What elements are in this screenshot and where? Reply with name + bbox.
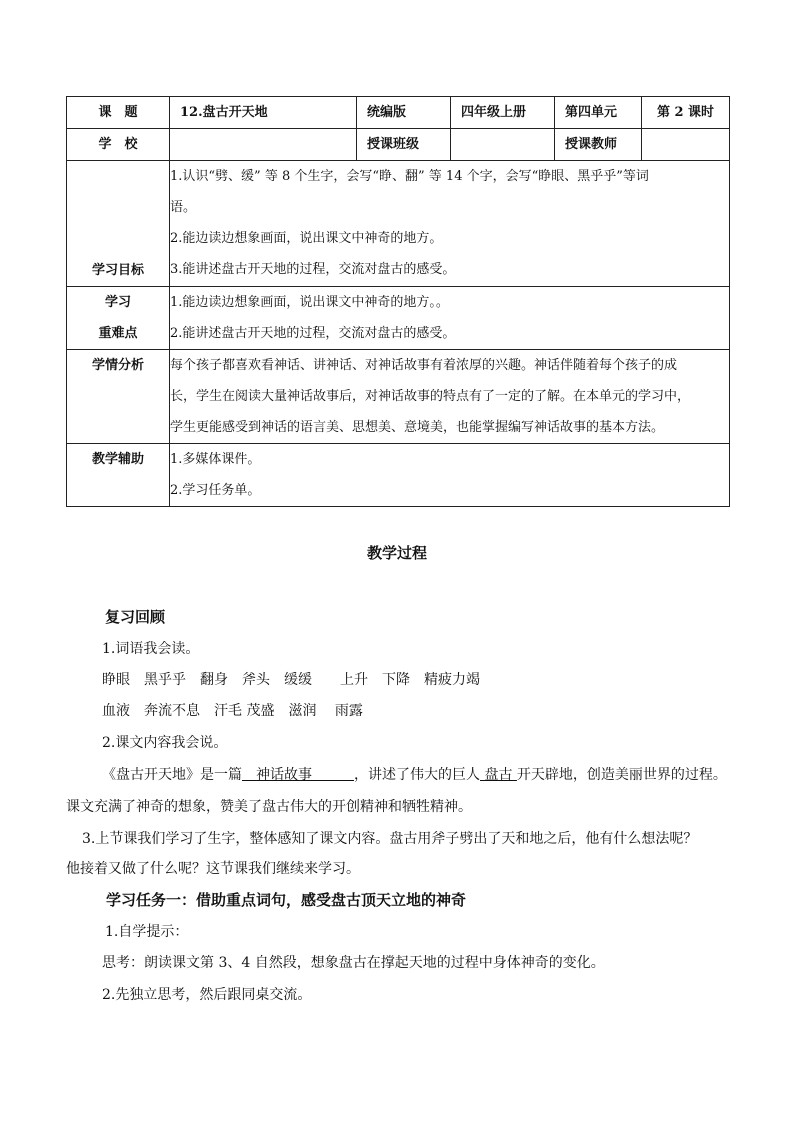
process-body [66, 0, 736, 1123]
review-heading: 复习回顾 [105, 608, 166, 626]
key-item: 1.能边读边想象画面，说出课文中神奇的地方。。 [170, 295, 449, 310]
word-list-line: 睁眼 黑乎乎 翻身 斧头 缓缓 上升 下降 精疲力竭 [102, 672, 480, 688]
word-list-line: 血液 奔流不息 汗毛 茂盛 滋润 雨露 [102, 703, 363, 719]
goals-label: 学习目标 [67, 161, 170, 287]
process-item: 2.课文内容我会说。 [102, 735, 228, 751]
key-label-line: 学习 [104, 295, 131, 310]
analysis-line: 长，学生在阅读大量神话故事后，对神话故事的特点有了一定的了解。在本单元的学习中， [170, 389, 691, 404]
goal-item: 1.认识“劈、缓” 等 8 个生字，会写“睁、翻” 等 14 个字，会写“睁眼、黑乎乎”等词 [170, 169, 649, 184]
lesson-title: 12.盘古开天地 [170, 97, 357, 129]
fill-blank-answer: 盘古 [480, 767, 517, 783]
class-label: 授课班级 [357, 129, 451, 161]
aid-item: 1.多媒体课件。 [170, 452, 261, 467]
key-label-line: 重难点 [98, 326, 138, 341]
analysis-label: 学情分析 [67, 350, 170, 444]
task-heading: 学习任务一：借助重点词句，感受盘古顶天立地的神奇 [106, 891, 467, 909]
period-cell: 第 2 课时 [642, 97, 730, 129]
process-item: 1.自学提示： [105, 924, 189, 940]
paragraph-line: 他接着又做了什么呢？这节课我们继续来学习。 [66, 861, 360, 877]
unit-cell: 第四单元 [555, 97, 642, 129]
grade-cell: 四年级上册 [451, 97, 555, 129]
teacher-label: 授课教师 [555, 129, 642, 161]
goal-item: 2.能边读边想象画面，说出课文中神奇的地方。 [170, 231, 443, 246]
fill-text: 《盘古开天地》是一篇 [102, 767, 242, 783]
aids-label: 教学辅助 [67, 444, 170, 507]
section-title: 教学过程 [366, 544, 427, 562]
edition-cell: 统编版 [357, 97, 451, 129]
process-item: 2.先独立思考，然后跟同桌交流。 [102, 987, 312, 1003]
process-item: 1.词语我会读。 [102, 641, 200, 657]
fill-blank-answer: 神话故事 [242, 767, 354, 783]
paragraph-line: 思考：朗读课文第 3、4 自然段，想象盘古在撑起天地的过程中身体神奇的变化。 [102, 955, 605, 971]
course-label: 课 题 [67, 97, 170, 129]
fill-text: 开天辟地，创造美丽世界的过程。 [516, 767, 727, 783]
fill-text: ，讲述了伟大的巨人 [354, 767, 480, 783]
key-item: 2.能讲述盘古开天地的过程，交流对盘古的感受。 [170, 326, 456, 341]
aid-item: 2.学习任务单。 [170, 483, 261, 498]
goal-item: 3.能讲述盘古开天地的过程，交流对盘古的感受。 [170, 262, 456, 277]
fill-blank-line [102, 764, 727, 784]
goal-item: 语。 [170, 200, 197, 215]
paragraph-line: 课文充满了神奇的想象，赞美了盘古伟大的开创精神和牺牲精神。 [66, 799, 472, 815]
analysis-line: 每个孩子都喜欢看神话、讲神话、对神话故事有着浓厚的兴趣。神话伴随着每个孩子的成 [170, 358, 678, 373]
analysis-line: 学生更能感受到神话的语言美、思想美、意境美，也能掌握编写神话故事的基本方法。 [170, 420, 665, 435]
school-label: 学 校 [67, 129, 170, 161]
paragraph-line: 3.上节课我们学习了生字，整体感知了课文内容。盘古用斧子劈出了天和地之后，他有什么想法呢？ [82, 831, 698, 847]
